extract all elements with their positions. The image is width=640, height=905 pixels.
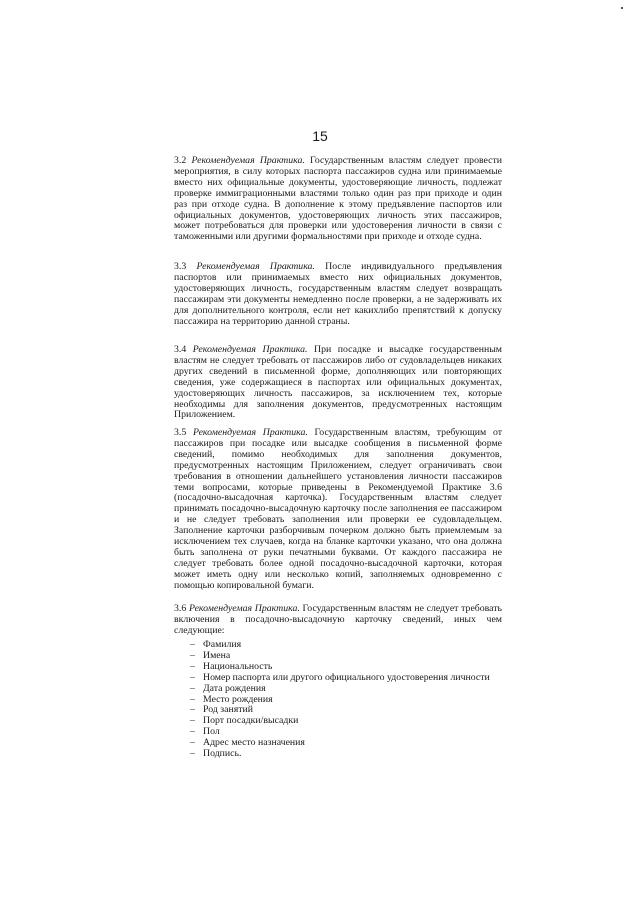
list-item-text: Национальность: [203, 660, 273, 672]
list-item-text: Дата рождения: [203, 682, 266, 694]
list-item: [190, 749, 502, 760]
dash-bullet: –: [190, 726, 195, 738]
section-title: Рекомендуемая Практика.: [192, 427, 308, 438]
dash-bullet: –: [190, 715, 195, 727]
list-item-text: Род занятий: [203, 704, 253, 716]
dash-bullet: –: [190, 660, 195, 672]
section-number: 3.2: [174, 155, 187, 166]
section-title: Рекомендуемая Практика.: [188, 603, 300, 614]
section-text: Государственным властям не следует требовать включения в посадочно-высадочную карточку сведений, иных чем следующие:: [174, 603, 503, 636]
list-item-text: Порт посадки/высадки: [203, 715, 299, 727]
section-number: 3.3: [174, 261, 187, 272]
section-3-4: [174, 345, 502, 421]
dash-bullet: –: [190, 682, 195, 694]
list-item-text: Подпись.: [203, 748, 242, 760]
information-list: [190, 640, 502, 760]
corner-mark: [621, 7, 623, 9]
section-3-2: [174, 156, 502, 243]
list-item-text: Адрес место назначения: [203, 737, 305, 749]
section-text: Государственным властям, требующим от пассажиров при посадке или высадке сообщения в письменной форме сведений, помимо необходимых для заполнения документов, предусмотренных настоящим Приложением, следует ограничивать свои требования в отношении дальнейшего установления личности пассажиров теми вопросами, которые приведены в Рекомендуемой Практике 3.6 (посадочно-высадочная карточка). Государственным властям следует принимать посадочно-высадочную карточку после заполнения ее пассажиром и не следует требовать заполнения или проверки ее судовладельцем. Заполнение карточки разборчивым почерком должно быть приемлемым за исключением тех случаев, когда на бланке карточки указано, что она должна быть заполнена от руки печатными буквами. От каждого пассажира не следует требовать более одной посадочно-высадочной карточки, которая может иметь одну или несколько копий, заполняемых одновременно с помощью копировальной бумаги.: [174, 427, 502, 591]
section-title: Рекомендуемая Практика.: [191, 155, 305, 166]
list-item: [190, 716, 502, 727]
list-item: [190, 640, 502, 651]
list-item-text: Номер паспорта или другого официального удостоверения личности: [203, 671, 490, 683]
dash-bullet: –: [190, 704, 195, 716]
section-title: Рекомендуемая Практика.: [192, 344, 308, 355]
section-number: 3.5: [174, 427, 187, 438]
dash-bullet: –: [190, 671, 195, 683]
section-text: Государственным властям следует провести мероприятия, в силу которых паспорта пассажиров судна или принимаемые вместо них официальные документы, удостоверяющие личность, подлежат проверке иммиграционными властями только один раз при приходе и один раз при отходе судна. В дополнение к этому предъявление паспортов или официальных документов, удостоверяющих личность этих пассажиров, может потребоваться для проверки или удостоверения личности в связи с таможенными или другими формальностями при приходе и отходе судна.: [174, 155, 503, 243]
list-item-text: Пол: [203, 726, 220, 738]
section-number: 3.4: [174, 344, 187, 355]
dash-bullet: –: [190, 649, 195, 661]
list-item-text: Фамилия: [203, 639, 242, 650]
dash-bullet: –: [190, 639, 195, 650]
section-3-3: [174, 262, 502, 327]
section-text: После индивидуального предъявления паспортов или принимаемых вместо них официальных документов, удостоверяющих личность, государственным властям следует возвращать пассажирам эти документы немедленно после проверки, а не задерживать их для дополнительного контроля, если нет какихлибо препятствий к допуску пассажира на территорию данной страны.: [174, 261, 503, 327]
list-item-text: Место рождения: [203, 693, 273, 705]
page-number: 15: [312, 128, 328, 144]
dash-bullet: –: [190, 748, 195, 760]
list-item-text: Имена: [203, 649, 231, 661]
section-3-5: [174, 428, 502, 592]
dash-bullet: –: [190, 737, 195, 749]
section-number: 3.6: [174, 603, 187, 614]
dash-bullet: –: [190, 693, 195, 705]
section-title: Рекомендуемая Практика.: [196, 261, 315, 272]
section-3-6: [174, 604, 502, 637]
section-text: При посадке и высадке государственным властям не следует требовать от пассажиров либо от судовладельцев никаких других сведений в письменной форме, дополняющих или повторяющих сведения, уже содержащиеся в паспортах или официальных документах, удостоверяющих личность пассажиров, за исключением тех, которые необходимы для заполнения документов, предусмотренных настоящим Приложением.: [174, 344, 503, 421]
